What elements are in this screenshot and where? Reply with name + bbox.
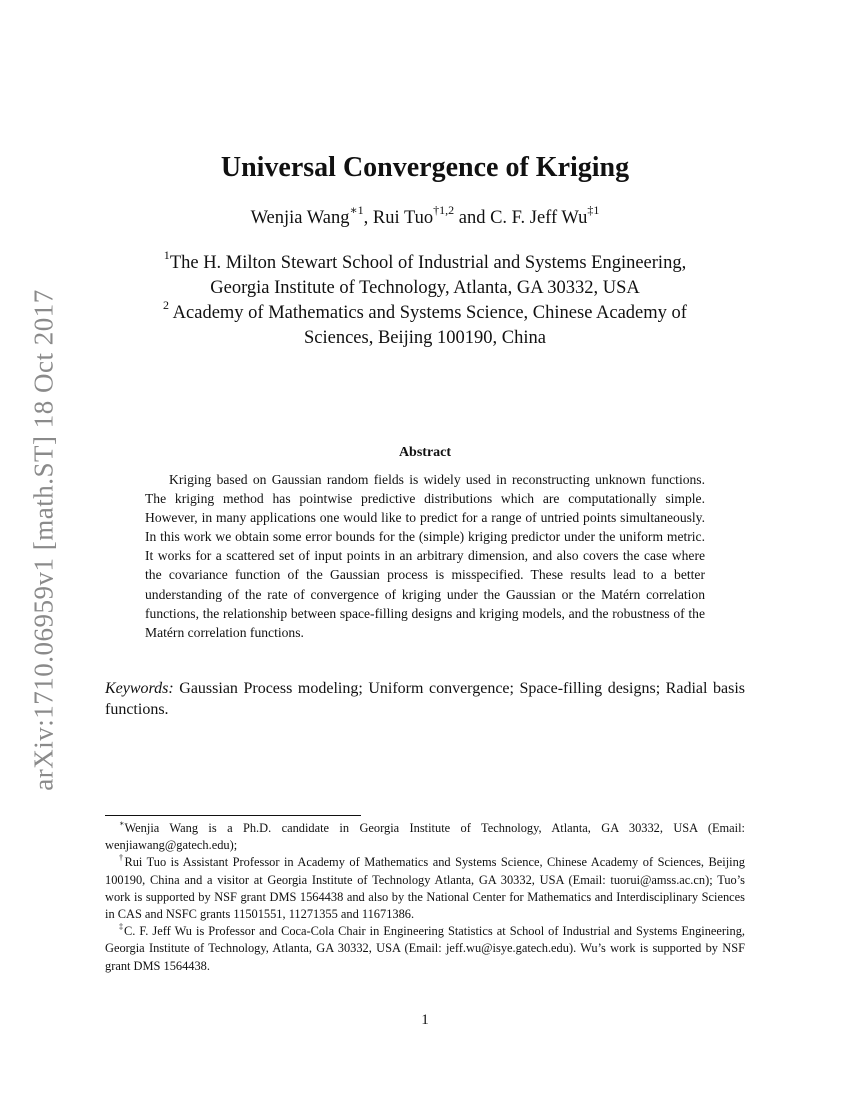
author-affiliation-mark: ‡1 <box>587 203 600 218</box>
paper-title: Universal Convergence of Kriging <box>220 152 630 183</box>
footnote-mark: † <box>119 853 125 863</box>
affiliation-mark: 2 <box>163 298 170 313</box>
footnote <box>105 923 745 975</box>
affiliation-line <box>110 298 740 326</box>
affiliation-line: Sciences, Beijing 100190, China <box>303 328 546 348</box>
abstract-text: Kriging based on Gaussian random fields is widely used in reconstructing unknown functions. The kriging method has pointwise predictive distributions which are computationally simple. However, in many applications one would like to predict for a range of untried points simultaneously. In this work we obtain some error bounds for the (simple) kriging predictor under the uniform metric. It works for a scattered set of input points in an arbitrary dimension, and also covers the case where the covariance function of the Gaussian process is misspecified. These results lead to a better understanding of the rate of convergence of kriging under the Gaussian or the Matérn correlation functions, the relationship between space-filling designs and kriging models, and the robustness of the Matérn correlation functions. <box>145 472 705 640</box>
arxiv-identifier-stamp: arXiv:1710.06959v1 [math.ST] 18 Oct 2017 <box>28 289 59 791</box>
footnotes <box>105 820 745 975</box>
affiliation-mark: 1 <box>163 248 170 263</box>
footnote-text: Wenjia Wang is a Ph.D. candidate in Georgia Institute of Technology, Atlanta, GA 30332, USA (Email: wenjiawang@gatech.edu); <box>105 821 745 853</box>
affiliation-text: Academy of Mathematics and Systems Science, Chinese Academy of <box>169 303 687 323</box>
author-separator: , <box>363 208 373 228</box>
footnote-text: C. F. Jeff Wu is Professor and Coca-Cola Chair in Engineering Statistics at School of Industrial and Systems Engineering, Georgia Institute of Technology, Atlanta, GA 30332, USA (Email: jeff.wu@isye.gatech.edu). Wu’s work is supported by NSF grant DMS 1564438. <box>105 924 745 973</box>
page-number: 1 <box>421 1012 429 1028</box>
author-affiliation-mark: †1,2 <box>433 203 455 218</box>
abstract-heading: Abstract <box>398 445 452 460</box>
footnote <box>105 820 745 854</box>
affiliation-line <box>110 248 740 276</box>
affiliation-list <box>110 248 740 351</box>
author-separator: and <box>454 208 491 228</box>
footnote-mark: ∗ <box>119 818 125 828</box>
author-name: C. F. Jeff Wu <box>490 208 588 228</box>
footnote-mark: ‡ <box>119 921 124 931</box>
footnote-text: Rui Tuo is Assistant Professor in Academy of Mathematics and Systems Science, Chinese Academy of Sciences, Beijing 100190, China and a visitor at Georgia Institute of Technology Atlanta, GA 30332, USA (Email: tuorui@amss.ac.cn); Tuo’s work is supported by NSF grant DMS 1564438 and also by the National Center for Mathematics and Interdisciplinary Sciences in CAS and NSFC grants 11501551, 11271355 and 11671386. <box>105 855 745 922</box>
affiliation-line: Georgia Institute of Technology, Atlanta, GA 30332, USA <box>210 278 640 298</box>
author-name: Wenjia Wang <box>250 208 350 228</box>
author-list <box>0 205 850 231</box>
author-name: Rui Tuo <box>372 208 434 228</box>
keywords-text: Gaussian Process modeling; Uniform convergence; Space-filling designs; Radial basis functions. <box>105 680 745 718</box>
footnote <box>105 854 745 923</box>
author-affiliation-mark: ∗1 <box>349 203 364 218</box>
keywords <box>105 678 745 720</box>
keywords-label: Keywords: <box>105 680 174 697</box>
footnote-divider <box>105 815 361 816</box>
affiliation-text: The H. Milton Stewart School of Industrial and Systems Engineering, <box>169 253 687 273</box>
